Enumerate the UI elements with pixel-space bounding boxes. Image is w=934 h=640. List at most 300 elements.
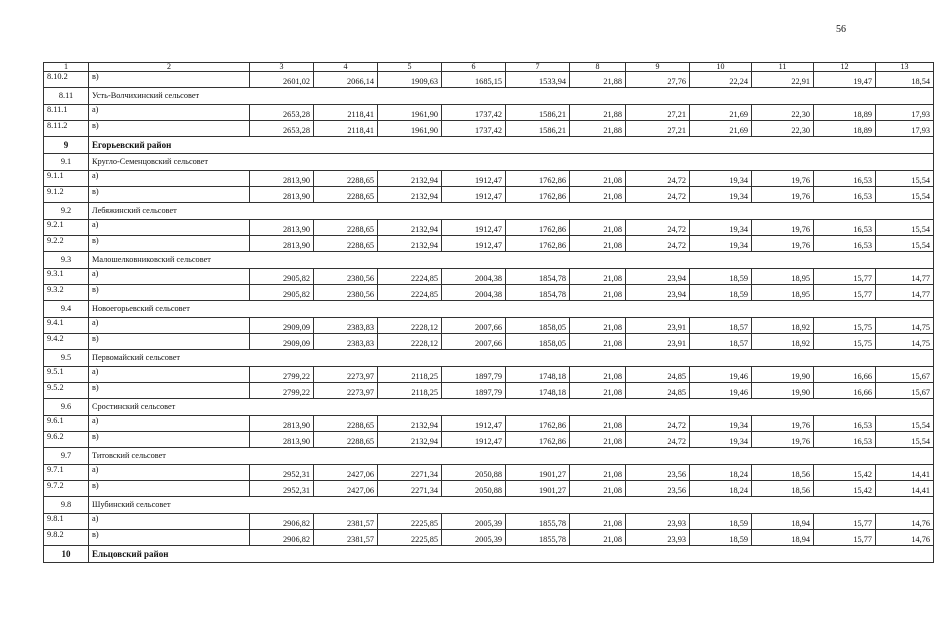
value-cell: 14,77 — [876, 269, 934, 285]
value-cell: 15,54 — [876, 171, 934, 187]
row-code: 9.8.1 — [44, 514, 89, 530]
table-row — [44, 187, 934, 203]
value-cell: 1858,05 — [506, 318, 570, 334]
value-cell: 21,88 — [570, 72, 626, 88]
value-cell: 1961,90 — [378, 121, 442, 137]
table-row — [44, 334, 934, 350]
value-cell: 1762,86 — [506, 220, 570, 236]
value-cell: 1897,79 — [442, 383, 506, 399]
value-cell: 2381,57 — [314, 514, 378, 530]
row-label: а) — [89, 367, 250, 383]
row-code: 8.11.1 — [44, 105, 89, 121]
value-cell: 16,53 — [814, 187, 876, 203]
value-cell: 1762,86 — [506, 432, 570, 448]
value-cell: 1858,05 — [506, 334, 570, 350]
row-label: в) — [89, 187, 250, 203]
row-code: 9.8.2 — [44, 530, 89, 546]
value-cell: 1737,42 — [442, 121, 506, 137]
value-cell: 2271,34 — [378, 481, 442, 497]
value-cell: 1748,18 — [506, 367, 570, 383]
value-cell: 16,66 — [814, 367, 876, 383]
value-cell: 1909,63 — [378, 72, 442, 88]
value-cell: 22,24 — [690, 72, 752, 88]
table-row — [44, 121, 934, 137]
value-cell: 15,77 — [814, 285, 876, 301]
value-cell: 18,89 — [814, 105, 876, 121]
row-code: 8.10.2 — [44, 72, 89, 88]
value-cell: 2288,65 — [314, 236, 378, 252]
value-cell: 18,59 — [690, 530, 752, 546]
value-cell: 19,76 — [752, 432, 814, 448]
table-row — [44, 269, 934, 285]
value-cell: 23,93 — [626, 530, 690, 546]
value-cell: 2906,82 — [250, 514, 314, 530]
row-label: а) — [89, 318, 250, 334]
value-cell: 2813,90 — [250, 171, 314, 187]
row-label: в) — [89, 121, 250, 137]
section-title: Первомайский сельсовет — [89, 350, 934, 367]
value-cell: 18,59 — [690, 285, 752, 301]
value-cell: 24,72 — [626, 236, 690, 252]
column-header: 3 — [250, 63, 314, 72]
section-row — [44, 252, 934, 269]
value-cell: 2007,66 — [442, 318, 506, 334]
value-cell: 15,67 — [876, 367, 934, 383]
value-cell: 15,54 — [876, 416, 934, 432]
value-cell: 22,30 — [752, 121, 814, 137]
value-cell: 1586,21 — [506, 105, 570, 121]
value-cell: 19,34 — [690, 220, 752, 236]
value-cell: 15,42 — [814, 481, 876, 497]
section-code: 10 — [44, 546, 89, 563]
value-cell: 14,41 — [876, 481, 934, 497]
value-cell: 2653,28 — [250, 121, 314, 137]
value-cell: 1901,27 — [506, 481, 570, 497]
row-label: в) — [89, 530, 250, 546]
value-cell: 16,66 — [814, 383, 876, 399]
value-cell: 2007,66 — [442, 334, 506, 350]
value-cell: 19,34 — [690, 432, 752, 448]
value-cell: 14,76 — [876, 530, 934, 546]
value-cell: 2288,65 — [314, 416, 378, 432]
value-cell: 22,30 — [752, 105, 814, 121]
column-header: 5 — [378, 63, 442, 72]
row-code: 9.2.2 — [44, 236, 89, 252]
value-cell: 21,08 — [570, 220, 626, 236]
value-cell: 18,24 — [690, 465, 752, 481]
value-cell: 27,21 — [626, 121, 690, 137]
value-cell: 2653,28 — [250, 105, 314, 121]
value-cell: 2813,90 — [250, 432, 314, 448]
value-cell: 21,08 — [570, 171, 626, 187]
table-row — [44, 432, 934, 448]
column-header: 8 — [570, 63, 626, 72]
table-row — [44, 105, 934, 121]
section-title: Новоегорьевский сельсовет — [89, 301, 934, 318]
value-cell: 1762,86 — [506, 236, 570, 252]
value-cell: 18,95 — [752, 285, 814, 301]
value-cell: 2132,94 — [378, 220, 442, 236]
table-row — [44, 171, 934, 187]
value-cell: 21,08 — [570, 318, 626, 334]
header-row — [44, 63, 934, 72]
value-cell: 21,08 — [570, 383, 626, 399]
value-cell: 19,34 — [690, 171, 752, 187]
value-cell: 1737,42 — [442, 105, 506, 121]
value-cell: 21,69 — [690, 121, 752, 137]
row-label: а) — [89, 269, 250, 285]
value-cell: 19,47 — [814, 72, 876, 88]
value-cell: 18,56 — [752, 481, 814, 497]
row-code: 9.1.2 — [44, 187, 89, 203]
section-row — [44, 301, 934, 318]
section-title: Егорьевский район — [89, 137, 934, 154]
value-cell: 2906,82 — [250, 530, 314, 546]
value-cell: 2288,65 — [314, 220, 378, 236]
value-cell: 19,90 — [752, 383, 814, 399]
value-cell: 24,85 — [626, 367, 690, 383]
value-cell: 23,56 — [626, 481, 690, 497]
table-row — [44, 383, 934, 399]
value-cell: 24,72 — [626, 220, 690, 236]
value-cell: 19,76 — [752, 187, 814, 203]
section-code: 9.8 — [44, 497, 89, 514]
value-cell: 2288,65 — [314, 187, 378, 203]
value-cell: 18,54 — [876, 72, 934, 88]
value-cell: 18,59 — [690, 514, 752, 530]
row-code: 9.7.1 — [44, 465, 89, 481]
value-cell: 1762,86 — [506, 187, 570, 203]
row-code: 9.6.1 — [44, 416, 89, 432]
value-cell: 2288,65 — [314, 171, 378, 187]
value-cell: 19,90 — [752, 367, 814, 383]
value-cell: 1586,21 — [506, 121, 570, 137]
value-cell: 2288,65 — [314, 432, 378, 448]
section-code: 9.7 — [44, 448, 89, 465]
section-code: 9.5 — [44, 350, 89, 367]
value-cell: 17,93 — [876, 121, 934, 137]
row-code: 9.4.2 — [44, 334, 89, 350]
value-cell: 2427,06 — [314, 481, 378, 497]
table-row — [44, 465, 934, 481]
column-header: 7 — [506, 63, 570, 72]
table-body — [44, 63, 934, 563]
value-cell: 14,41 — [876, 465, 934, 481]
value-cell: 2383,83 — [314, 334, 378, 350]
column-header: 1 — [44, 63, 89, 72]
value-cell: 2952,31 — [250, 481, 314, 497]
value-cell: 24,72 — [626, 171, 690, 187]
row-code: 9.5.1 — [44, 367, 89, 383]
row-label: в) — [89, 334, 250, 350]
section-title: Кругло-Семенцовский сельсовет — [89, 154, 934, 171]
table-row — [44, 481, 934, 497]
value-cell: 1762,86 — [506, 171, 570, 187]
table-row — [44, 514, 934, 530]
section-row — [44, 154, 934, 171]
value-cell: 18,56 — [752, 465, 814, 481]
value-cell: 21,08 — [570, 285, 626, 301]
value-cell: 1901,27 — [506, 465, 570, 481]
section-code: 9 — [44, 137, 89, 154]
row-label: в) — [89, 285, 250, 301]
value-cell: 2132,94 — [378, 432, 442, 448]
section-title: Усть-Волчихинский сельсовет — [89, 88, 934, 105]
value-cell: 2132,94 — [378, 416, 442, 432]
section-code: 8.11 — [44, 88, 89, 105]
value-cell: 2601,02 — [250, 72, 314, 88]
value-cell: 2909,09 — [250, 318, 314, 334]
value-cell: 2380,56 — [314, 285, 378, 301]
value-cell: 2225,85 — [378, 514, 442, 530]
section-code: 9.6 — [44, 399, 89, 416]
value-cell: 1912,47 — [442, 416, 506, 432]
table-row — [44, 367, 934, 383]
value-cell: 16,53 — [814, 432, 876, 448]
value-cell: 19,76 — [752, 236, 814, 252]
value-cell: 18,89 — [814, 121, 876, 137]
value-cell: 2909,09 — [250, 334, 314, 350]
value-cell: 18,94 — [752, 530, 814, 546]
row-label: а) — [89, 416, 250, 432]
tariff-table — [43, 62, 934, 563]
value-cell: 24,72 — [626, 187, 690, 203]
table-row — [44, 220, 934, 236]
row-label: а) — [89, 105, 250, 121]
section-row — [44, 497, 934, 514]
table-row — [44, 285, 934, 301]
value-cell: 2228,12 — [378, 318, 442, 334]
value-cell: 16,53 — [814, 171, 876, 187]
value-cell: 2813,90 — [250, 187, 314, 203]
value-cell: 1854,78 — [506, 269, 570, 285]
value-cell: 2380,56 — [314, 269, 378, 285]
value-cell: 14,75 — [876, 318, 934, 334]
value-cell: 18,59 — [690, 269, 752, 285]
value-cell: 1897,79 — [442, 367, 506, 383]
column-header: 12 — [814, 63, 876, 72]
column-header: 10 — [690, 63, 752, 72]
column-header: 13 — [876, 63, 934, 72]
value-cell: 2799,22 — [250, 367, 314, 383]
value-cell: 1912,47 — [442, 236, 506, 252]
value-cell: 2118,41 — [314, 121, 378, 137]
value-cell: 18,92 — [752, 334, 814, 350]
value-cell: 21,08 — [570, 514, 626, 530]
table-row — [44, 236, 934, 252]
value-cell: 16,53 — [814, 416, 876, 432]
section-row — [44, 88, 934, 105]
row-code: 9.3.1 — [44, 269, 89, 285]
value-cell: 15,77 — [814, 269, 876, 285]
value-cell: 15,54 — [876, 220, 934, 236]
column-header: 11 — [752, 63, 814, 72]
value-cell: 2427,06 — [314, 465, 378, 481]
table-row — [44, 318, 934, 334]
column-header: 2 — [89, 63, 250, 72]
value-cell: 1748,18 — [506, 383, 570, 399]
value-cell: 21,08 — [570, 530, 626, 546]
value-cell: 15,67 — [876, 383, 934, 399]
column-header: 6 — [442, 63, 506, 72]
section-title: Титовский сельсовет — [89, 448, 934, 465]
row-code: 9.4.1 — [44, 318, 89, 334]
value-cell: 1855,78 — [506, 514, 570, 530]
value-cell: 23,91 — [626, 334, 690, 350]
value-cell: 16,53 — [814, 236, 876, 252]
value-cell: 14,76 — [876, 514, 934, 530]
value-cell: 21,08 — [570, 367, 626, 383]
section-row — [44, 203, 934, 220]
value-cell: 1912,47 — [442, 171, 506, 187]
value-cell: 2813,90 — [250, 236, 314, 252]
district-row — [44, 546, 934, 563]
section-code: 9.1 — [44, 154, 89, 171]
value-cell: 19,76 — [752, 416, 814, 432]
value-cell: 15,77 — [814, 530, 876, 546]
value-cell: 23,94 — [626, 285, 690, 301]
section-row — [44, 350, 934, 367]
section-row — [44, 399, 934, 416]
row-code: 9.7.2 — [44, 481, 89, 497]
value-cell: 15,75 — [814, 334, 876, 350]
row-code: 9.3.2 — [44, 285, 89, 301]
value-cell: 19,34 — [690, 416, 752, 432]
value-cell: 2132,94 — [378, 187, 442, 203]
row-code: 9.2.1 — [44, 220, 89, 236]
section-title: Лебяжинский сельсовет — [89, 203, 934, 220]
value-cell: 27,21 — [626, 105, 690, 121]
row-label: в) — [89, 72, 250, 88]
value-cell: 2813,90 — [250, 220, 314, 236]
row-label: в) — [89, 236, 250, 252]
value-cell: 21,08 — [570, 465, 626, 481]
value-cell: 24,85 — [626, 383, 690, 399]
row-label: в) — [89, 481, 250, 497]
row-label: в) — [89, 432, 250, 448]
row-code: 9.6.2 — [44, 432, 89, 448]
value-cell: 15,54 — [876, 432, 934, 448]
value-cell: 1912,47 — [442, 220, 506, 236]
value-cell: 1854,78 — [506, 285, 570, 301]
row-label: а) — [89, 220, 250, 236]
value-cell: 2005,39 — [442, 530, 506, 546]
value-cell: 2132,94 — [378, 236, 442, 252]
value-cell: 18,24 — [690, 481, 752, 497]
value-cell: 2952,31 — [250, 465, 314, 481]
value-cell: 2066,14 — [314, 72, 378, 88]
section-code: 9.3 — [44, 252, 89, 269]
value-cell: 21,08 — [570, 416, 626, 432]
value-cell: 2004,38 — [442, 269, 506, 285]
column-header: 9 — [626, 63, 690, 72]
value-cell: 2273,97 — [314, 383, 378, 399]
value-cell: 21,88 — [570, 121, 626, 137]
table-row — [44, 530, 934, 546]
value-cell: 15,42 — [814, 465, 876, 481]
value-cell: 23,94 — [626, 269, 690, 285]
value-cell: 2224,85 — [378, 285, 442, 301]
value-cell: 1855,78 — [506, 530, 570, 546]
value-cell: 2813,90 — [250, 416, 314, 432]
value-cell: 1912,47 — [442, 187, 506, 203]
value-cell: 19,76 — [752, 220, 814, 236]
value-cell: 16,53 — [814, 220, 876, 236]
value-cell: 15,75 — [814, 318, 876, 334]
value-cell: 19,34 — [690, 187, 752, 203]
value-cell: 19,46 — [690, 383, 752, 399]
value-cell: 21,88 — [570, 105, 626, 121]
section-row — [44, 448, 934, 465]
value-cell: 27,76 — [626, 72, 690, 88]
value-cell: 2905,82 — [250, 285, 314, 301]
value-cell: 14,77 — [876, 285, 934, 301]
value-cell: 2381,57 — [314, 530, 378, 546]
value-cell: 2005,39 — [442, 514, 506, 530]
value-cell: 21,08 — [570, 334, 626, 350]
value-cell: 23,91 — [626, 318, 690, 334]
section-title: Малошелковниковский сельсовет — [89, 252, 934, 269]
value-cell: 1685,15 — [442, 72, 506, 88]
value-cell: 2271,34 — [378, 465, 442, 481]
value-cell: 24,72 — [626, 416, 690, 432]
value-cell: 2132,94 — [378, 171, 442, 187]
table-row — [44, 416, 934, 432]
column-header: 4 — [314, 63, 378, 72]
section-code: 9.4 — [44, 301, 89, 318]
value-cell: 2004,38 — [442, 285, 506, 301]
value-cell: 21,08 — [570, 481, 626, 497]
table-row — [44, 72, 934, 88]
value-cell: 2228,12 — [378, 334, 442, 350]
row-label: а) — [89, 171, 250, 187]
value-cell: 21,08 — [570, 432, 626, 448]
row-label: в) — [89, 383, 250, 399]
value-cell: 24,72 — [626, 432, 690, 448]
value-cell: 2799,22 — [250, 383, 314, 399]
value-cell: 2905,82 — [250, 269, 314, 285]
value-cell: 1533,94 — [506, 72, 570, 88]
row-label: а) — [89, 514, 250, 530]
value-cell: 21,69 — [690, 105, 752, 121]
section-title: Шубинский сельсовет — [89, 497, 934, 514]
district-row — [44, 137, 934, 154]
page-number: 56 — [836, 24, 846, 35]
section-title: Сростинский сельсовет — [89, 399, 934, 416]
value-cell: 23,93 — [626, 514, 690, 530]
value-cell: 17,93 — [876, 105, 934, 121]
value-cell: 18,95 — [752, 269, 814, 285]
value-cell: 2118,25 — [378, 367, 442, 383]
value-cell: 18,94 — [752, 514, 814, 530]
value-cell: 19,34 — [690, 236, 752, 252]
value-cell: 19,76 — [752, 171, 814, 187]
value-cell: 2225,85 — [378, 530, 442, 546]
value-cell: 21,08 — [570, 236, 626, 252]
section-code: 9.2 — [44, 203, 89, 220]
value-cell: 15,54 — [876, 236, 934, 252]
value-cell: 2118,25 — [378, 383, 442, 399]
row-label: а) — [89, 465, 250, 481]
value-cell: 19,46 — [690, 367, 752, 383]
value-cell: 22,91 — [752, 72, 814, 88]
value-cell: 21,08 — [570, 269, 626, 285]
value-cell: 21,08 — [570, 187, 626, 203]
value-cell: 2273,97 — [314, 367, 378, 383]
value-cell: 23,56 — [626, 465, 690, 481]
value-cell: 18,57 — [690, 334, 752, 350]
row-code: 9.5.2 — [44, 383, 89, 399]
